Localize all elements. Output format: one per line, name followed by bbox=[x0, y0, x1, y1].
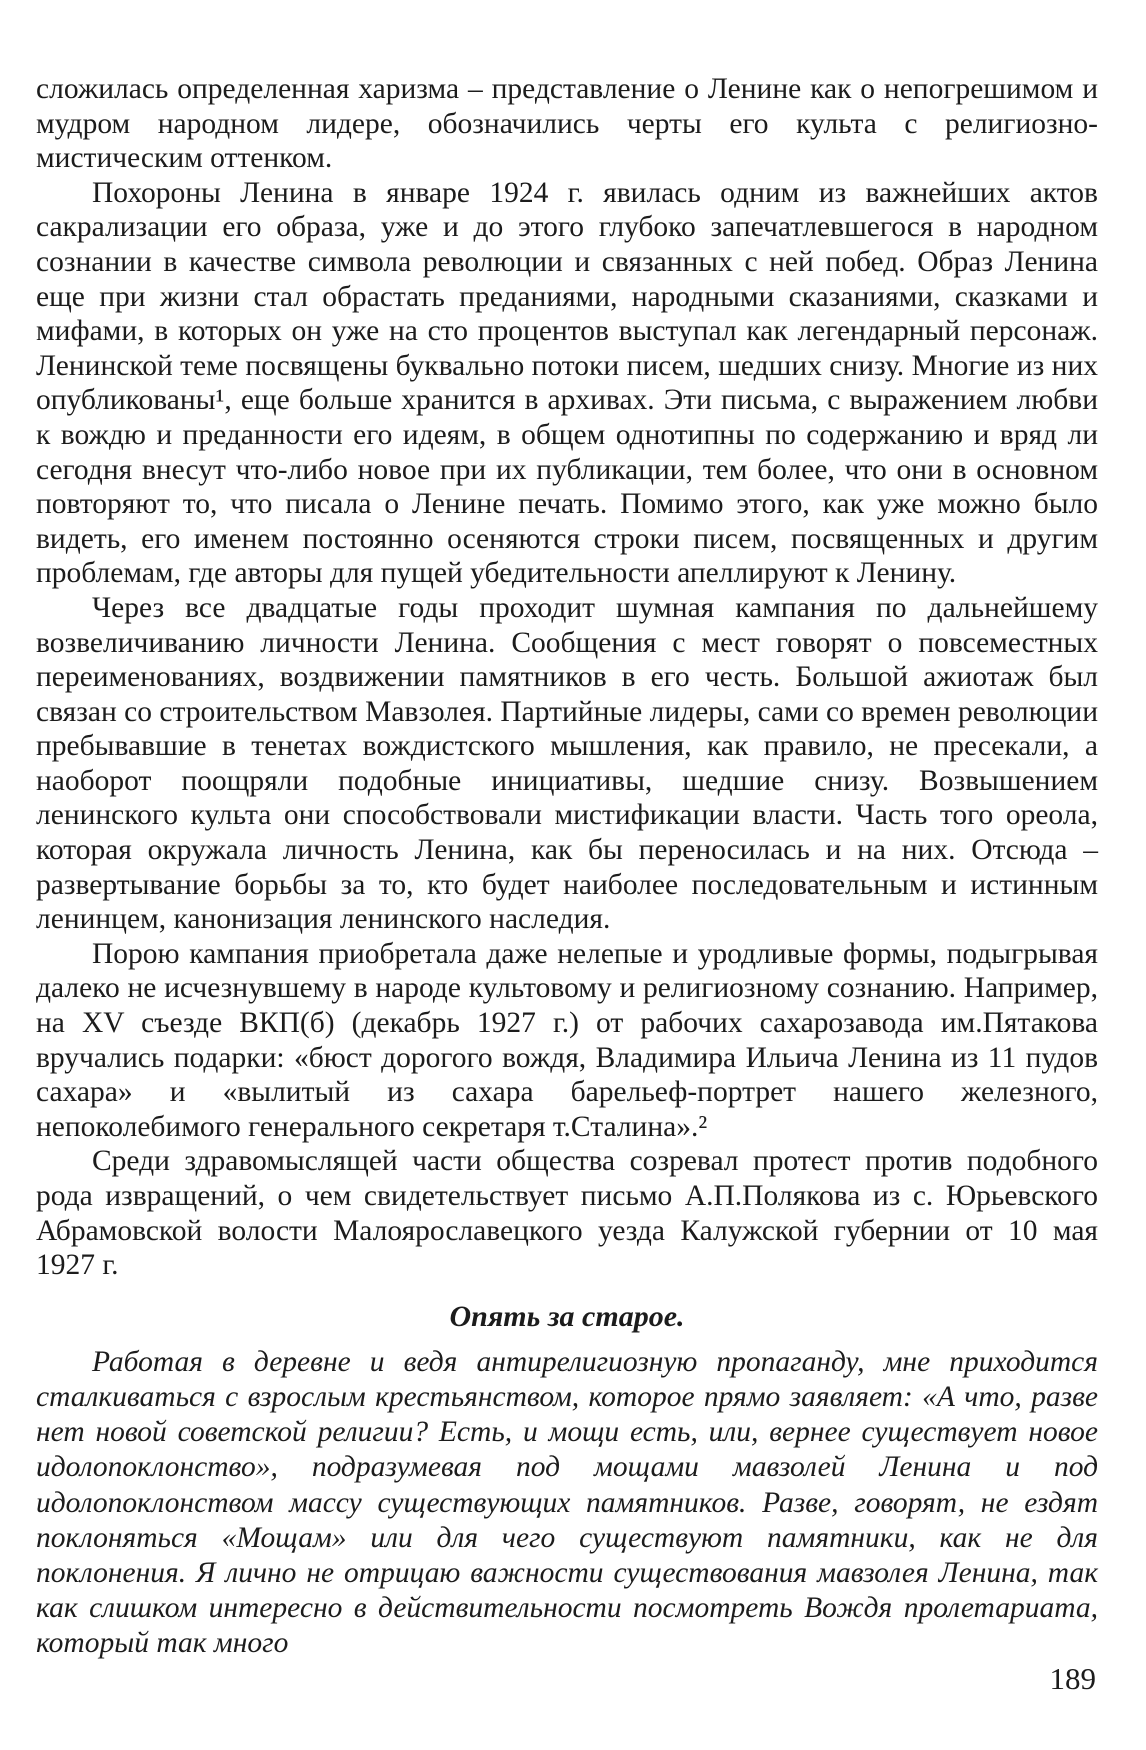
paragraph-3: Через все двадцатые годы проходит шумная кампания по дальнейшему возвеличиванию личности Ленина. Сообщения с мест говорят о повсеместных переименованиях, воздвижении памятников в его честь. Большой ажиотаж был связан со строительством Мавзолея. Партийные лидеры, сами со времен революции пребывавшие в тенетах вождистского мышления, как правило, не пресекали, а наоборот поощряли подобные инициативы, шедшие снизу. Возвышением ленинского культа они способствовали мистификации власти. Часть того ореола, которая окружала личность Ленина, как бы переносилась и на них. Отсюда – развертывание борьбы за то, кто будет наиболее последовательным и истинным ленинцем, канонизация ленинского наследия. bbox=[36, 591, 1098, 936]
section-title: Опять за старое. bbox=[449, 1299, 685, 1333]
paragraph-4: Порою кампания приобретала даже нелепые и уродливые формы, подыгрывая далеко не исчезнувшему в народе культовому и религиозному сознанию. Например, на XV съезде ВКП(б) (декабрь 1927 г.) от рабочих сахарозавода им.Пятакова вручались подарки: «бюст дорогого вождя, Владимира Ильича Ленина из 11 пудов сахара» и «вылитый из сахара барельеф-портрет нашего железного, непоколебимого генерального секретаря т.Сталина».² bbox=[36, 937, 1098, 1143]
page-number: 189 bbox=[1049, 1661, 1096, 1696]
document-page bbox=[36, 72, 1098, 1662]
paragraph-2: Похороны Ленина в январе 1924 г. явилась одним из важнейших актов сакрализации его образа, уже и до этого глубоко запечатлевшегося в народном сознании в качестве символа революции и связанных с ней побед. Образ Ленина еще при жизни стал обрастать преданиями, народными сказаниями, сказками и мифами, в которых он уже на сто процентов выступал как легендарный персонаж. Ленинской теме посвящены буквально потоки писем, шедших снизу. Многие из них опубликованы¹, еще больше хранится в архивах. Эти письма, с выражением любви к вождю и преданности его идеям, в общем однотипны по содержанию и вряд ли сегодня внесут что-либо новое при их публикации, тем более, что они в основном повторяют то, что писала о Ленине печать. Помимо этого, как уже можно было видеть, его именем постоянно осеняются строки писем, посвященных и другим проблемам, где авторы для пущей убедительности апеллируют к Ленину. bbox=[36, 176, 1098, 590]
quoted-letter: Работая в деревне и ведя антирелигиозную пропаганду, мне приходится сталкиваться с взрослым крестьянством, которое прямо заявляет: «А что, разве нет новой советской религии? Есть, и мощи есть, или, вернее существует новое идолопоклонство», подразумевая под мощами мавзолей Ленина и под идолопоклонством массу существующих памятников. Разве, говорят, не ездят поклоняться «Мощам» или для чего существуют памятники, как не для поклонения. Я лично не отрицаю важности существования мавзолея Ленина, так как слишком интересно в действительности посмотреть Вождя пролетариата, который так много bbox=[36, 1345, 1098, 1660]
paragraph-5: Среди здравомыслящей части общества созревал протест против подобного рода извращений, о чем свидетельствует письмо А.П.Полякова из с. Юрьевского Абрамовской волости Малоярославецкого уезда Калужской губернии от 10 мая 1927 г. bbox=[36, 1145, 1098, 1282]
paragraph-1: сложилась определенная харизма – представление о Ленине как о непогрешимом и мудром народном лидере, обозначились черты его культа с религиозно-мистическим оттенком. bbox=[36, 73, 1098, 175]
